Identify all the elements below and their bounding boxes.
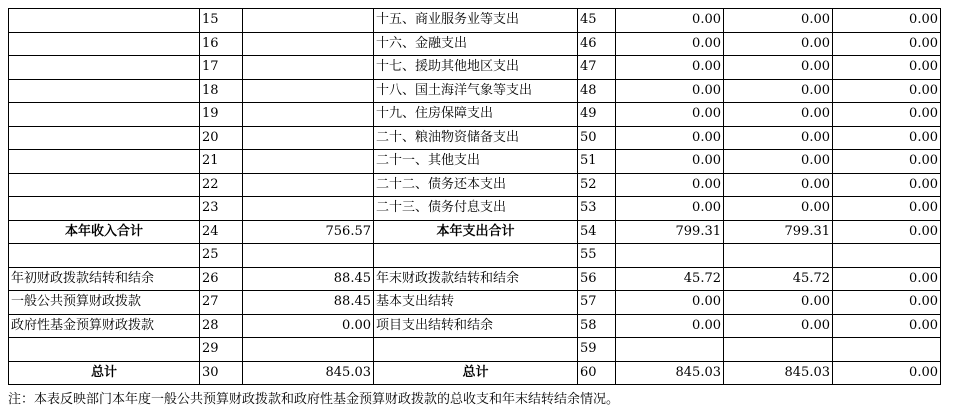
income-amount-cell <box>243 126 374 150</box>
income-label-cell <box>9 56 200 80</box>
income-label-cell: 总计 <box>9 361 200 385</box>
expense-fund-budget-cell <box>833 244 941 268</box>
table-row <box>9 314 941 338</box>
expense-line-no-cell: 60 <box>578 361 616 385</box>
expense-line-no-cell: 48 <box>578 79 616 103</box>
expense-total-cell: 845.03 <box>616 361 724 385</box>
expense-line-no-cell: 46 <box>578 32 616 56</box>
expense-general-budget-cell: 0.00 <box>724 126 833 150</box>
expense-total-cell <box>616 338 724 362</box>
income-amount-cell <box>243 197 374 221</box>
expense-general-budget-cell: 0.00 <box>724 79 833 103</box>
expense-total-cell <box>616 244 724 268</box>
income-label-cell: 年初财政拨款结转和结余 <box>9 267 200 291</box>
expense-general-budget-cell: 0.00 <box>724 314 833 338</box>
expense-fund-budget-cell: 0.00 <box>833 32 941 56</box>
income-line-no-cell: 23 <box>200 197 243 221</box>
expense-label-cell: 十七、援助其他地区支出 <box>374 56 578 80</box>
expense-line-no-cell: 59 <box>578 338 616 362</box>
expense-label-cell: 总计 <box>374 361 578 385</box>
income-line-no-cell: 26 <box>200 267 243 291</box>
income-amount-cell: 845.03 <box>243 361 374 385</box>
expense-line-no-cell: 50 <box>578 126 616 150</box>
table-row <box>9 126 941 150</box>
expense-line-no-cell: 57 <box>578 291 616 315</box>
expense-label-cell: 二十、粮油物资储备支出 <box>374 126 578 150</box>
income-amount-cell <box>243 150 374 174</box>
expense-general-budget-cell: 0.00 <box>724 173 833 197</box>
expense-general-budget-cell: 0.00 <box>724 9 833 33</box>
income-line-no-cell: 16 <box>200 32 243 56</box>
expense-line-no-cell: 56 <box>578 267 616 291</box>
expense-general-budget-cell <box>724 244 833 268</box>
income-label-cell <box>9 79 200 103</box>
expense-total-cell: 0.00 <box>616 197 724 221</box>
income-amount-cell <box>243 32 374 56</box>
table-row <box>9 338 941 362</box>
expense-line-no-cell: 47 <box>578 56 616 80</box>
table-row <box>9 197 941 221</box>
income-line-no-cell: 20 <box>200 126 243 150</box>
table-row <box>9 32 941 56</box>
expense-total-cell: 0.00 <box>616 126 724 150</box>
expense-label-cell: 十五、商业服务业等支出 <box>374 9 578 33</box>
expense-total-cell: 0.00 <box>616 32 724 56</box>
budget-table-body <box>9 9 941 385</box>
table-row <box>9 267 941 291</box>
expense-total-cell: 0.00 <box>616 56 724 80</box>
expense-label-cell: 基本支出结转 <box>374 291 578 315</box>
expense-total-cell: 45.72 <box>616 267 724 291</box>
table-row <box>9 220 941 244</box>
income-amount-cell <box>243 338 374 362</box>
expense-total-cell: 0.00 <box>616 79 724 103</box>
income-amount-cell: 88.45 <box>243 267 374 291</box>
income-amount-cell <box>243 9 374 33</box>
income-label-cell <box>9 126 200 150</box>
income-line-no-cell: 18 <box>200 79 243 103</box>
income-label-cell <box>9 338 200 362</box>
expense-fund-budget-cell: 0.00 <box>833 314 941 338</box>
expense-fund-budget-cell: 0.00 <box>833 173 941 197</box>
expense-general-budget-cell: 45.72 <box>724 267 833 291</box>
expense-fund-budget-cell: 0.00 <box>833 291 941 315</box>
expense-total-cell: 0.00 <box>616 314 724 338</box>
income-label-cell: 本年收入合计 <box>9 220 200 244</box>
expense-label-cell <box>374 244 578 268</box>
income-label-cell: 一般公共预算财政拨款 <box>9 291 200 315</box>
expense-line-no-cell: 58 <box>578 314 616 338</box>
income-amount-cell <box>243 244 374 268</box>
income-amount-cell <box>243 103 374 127</box>
income-amount-cell <box>243 56 374 80</box>
expense-fund-budget-cell: 0.00 <box>833 220 941 244</box>
expense-general-budget-cell: 799.31 <box>724 220 833 244</box>
income-line-no-cell: 22 <box>200 173 243 197</box>
expense-label-cell: 二十二、债务还本支出 <box>374 173 578 197</box>
expense-label-cell: 十九、住房保障支出 <box>374 103 578 127</box>
income-label-cell <box>9 32 200 56</box>
expense-general-budget-cell: 0.00 <box>724 103 833 127</box>
expense-general-budget-cell: 0.00 <box>724 150 833 174</box>
income-line-no-cell: 15 <box>200 9 243 33</box>
expense-fund-budget-cell: 0.00 <box>833 126 941 150</box>
table-row <box>9 244 941 268</box>
expense-fund-budget-cell: 0.00 <box>833 150 941 174</box>
table-row <box>9 9 941 33</box>
expense-fund-budget-cell: 0.00 <box>833 361 941 385</box>
expense-total-cell: 0.00 <box>616 9 724 33</box>
expense-label-cell: 年末财政拨款结转和结余 <box>374 267 578 291</box>
income-label-cell <box>9 173 200 197</box>
expense-fund-budget-cell: 0.00 <box>833 267 941 291</box>
income-line-no-cell: 27 <box>200 291 243 315</box>
expense-label-cell <box>374 338 578 362</box>
expense-fund-budget-cell: 0.00 <box>833 56 941 80</box>
expense-general-budget-cell: 0.00 <box>724 32 833 56</box>
table-row <box>9 79 941 103</box>
expense-line-no-cell: 54 <box>578 220 616 244</box>
income-line-no-cell: 21 <box>200 150 243 174</box>
income-line-no-cell: 24 <box>200 220 243 244</box>
expense-general-budget-cell: 845.03 <box>724 361 833 385</box>
expense-label-cell: 二十三、债务付息支出 <box>374 197 578 221</box>
income-amount-cell: 0.00 <box>243 314 374 338</box>
income-label-cell <box>9 197 200 221</box>
expense-general-budget-cell <box>724 338 833 362</box>
expense-fund-budget-cell: 0.00 <box>833 79 941 103</box>
expense-line-no-cell: 53 <box>578 197 616 221</box>
expense-fund-budget-cell: 0.00 <box>833 9 941 33</box>
expense-total-cell: 0.00 <box>616 103 724 127</box>
expense-label-cell: 二十一、其他支出 <box>374 150 578 174</box>
table-row <box>9 150 941 174</box>
expense-total-cell: 799.31 <box>616 220 724 244</box>
expense-general-budget-cell: 0.00 <box>724 56 833 80</box>
income-label-cell <box>9 9 200 33</box>
expense-fund-budget-cell: 0.00 <box>833 103 941 127</box>
income-line-no-cell: 28 <box>200 314 243 338</box>
table-row <box>9 103 941 127</box>
expense-line-no-cell: 49 <box>578 103 616 127</box>
table-row <box>9 291 941 315</box>
expense-label-cell: 十六、金融支出 <box>374 32 578 56</box>
income-amount-cell <box>243 79 374 103</box>
income-line-no-cell: 19 <box>200 103 243 127</box>
income-label-cell <box>9 244 200 268</box>
expense-line-no-cell: 51 <box>578 150 616 174</box>
income-line-no-cell: 25 <box>200 244 243 268</box>
expense-total-cell: 0.00 <box>616 291 724 315</box>
expense-label-cell: 本年支出合计 <box>374 220 578 244</box>
expense-line-no-cell: 45 <box>578 9 616 33</box>
table-row <box>9 361 941 385</box>
income-label-cell <box>9 150 200 174</box>
table-row <box>9 173 941 197</box>
income-line-no-cell: 29 <box>200 338 243 362</box>
expense-fund-budget-cell <box>833 338 941 362</box>
expense-total-cell: 0.00 <box>616 173 724 197</box>
table-footnote: 注：本表反映部门本年度一般公共预算财政拨款和政府性基金预算财政拨款的总收支和年末结转结余情况。 <box>8 392 620 407</box>
income-label-cell: 政府性基金预算财政拨款 <box>9 314 200 338</box>
table-row <box>9 56 941 80</box>
expense-general-budget-cell: 0.00 <box>724 197 833 221</box>
expense-label-cell: 项目支出结转和结余 <box>374 314 578 338</box>
income-amount-cell: 756.57 <box>243 220 374 244</box>
income-amount-cell <box>243 173 374 197</box>
expense-line-no-cell: 55 <box>578 244 616 268</box>
income-line-no-cell: 30 <box>200 361 243 385</box>
expense-general-budget-cell: 0.00 <box>724 291 833 315</box>
income-amount-cell: 88.45 <box>243 291 374 315</box>
income-line-no-cell: 17 <box>200 56 243 80</box>
expense-total-cell: 0.00 <box>616 150 724 174</box>
expense-fund-budget-cell: 0.00 <box>833 197 941 221</box>
budget-table <box>8 8 941 385</box>
expense-line-no-cell: 52 <box>578 173 616 197</box>
expense-label-cell: 十八、国土海洋气象等支出 <box>374 79 578 103</box>
income-label-cell <box>9 103 200 127</box>
